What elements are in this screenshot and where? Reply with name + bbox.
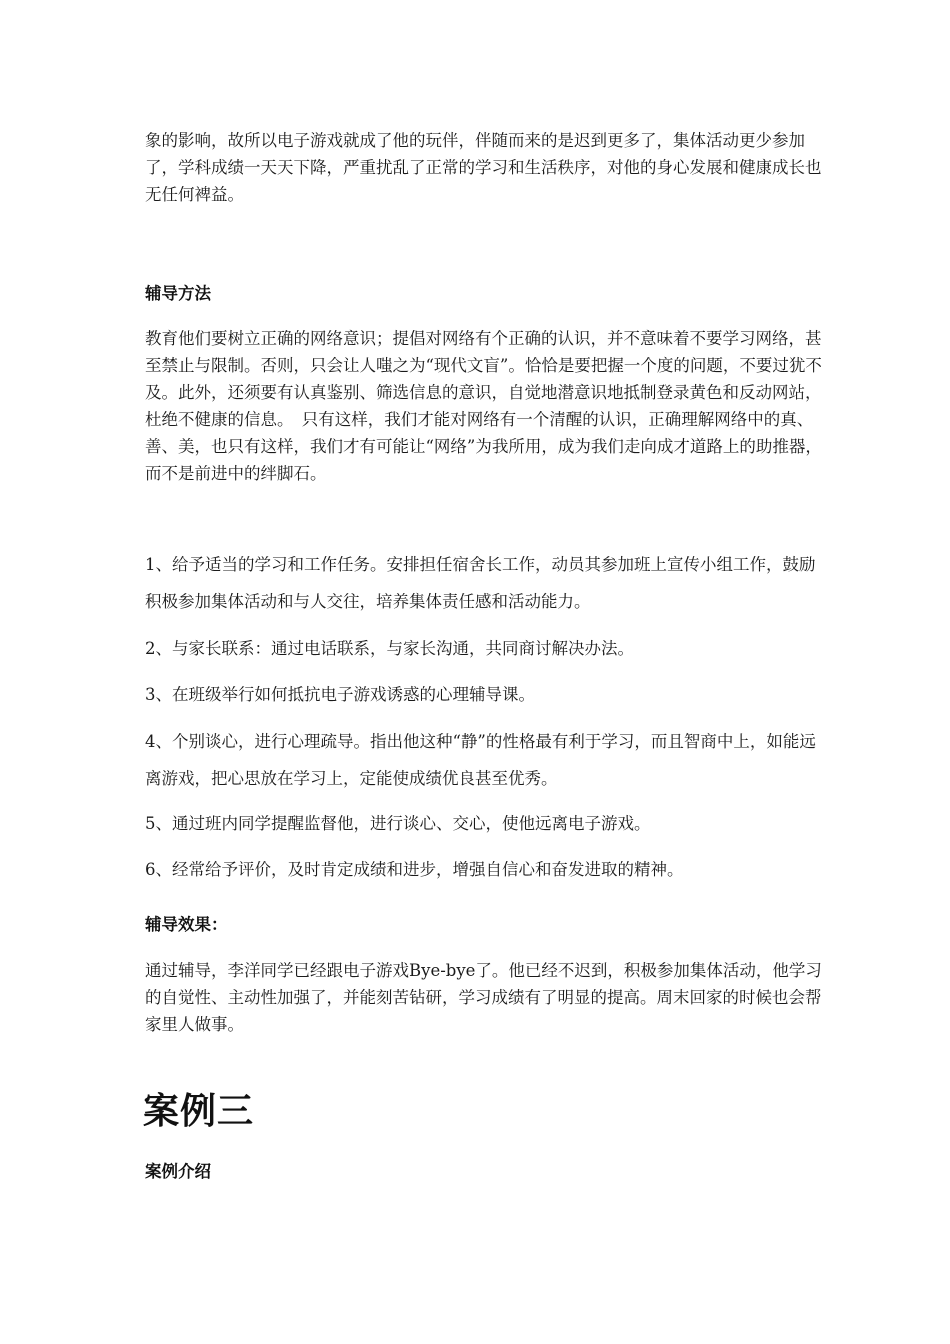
case-intro-heading: 案例介绍	[145, 1162, 211, 1181]
method-item-5: 5、通过班内同学提醒监督他，进行谈心、交心，使他远离电子游戏。	[145, 814, 651, 833]
method-item-2: 2、与家长联系：通过电话联系，与家长沟通，共同商讨解决办法。	[145, 639, 634, 658]
method-paragraph: 教育他们要树立正确的网络意识；提倡对网络有个正确的认识，并不意味着不要学习网络，甚至禁止与限制。否则，只会让人嗤之为“现代文盲”。恰恰是要把握一个度的问题，不要过犹不及。此外，还须要有认真鉴别、筛选信息的意识，自觉地潜意识地抵制登录黄色和反动网站，杜绝不健康的信息。 只有这样，我们才能对网络有一个清醒的认识，正确理解网络中的真、善、美，也只有这样，我们才有可能让“网络”为我所用，成为我们走向成才道路上的助推器，而不是前进中的绊脚石。	[145, 329, 822, 483]
intro-paragraph: 象的影响，故所以电子游戏就成了他的玩伴，伴随而来的是迟到更多了，集体活动更少参加了，学科成绩一天天下降，严重扰乱了正常的学习和生活秩序，对他的身心发展和健康成长也无任何裨益。	[145, 131, 822, 204]
method-item-6: 6、经常给予评价，及时肯定成绩和进步，增强自信心和奋发进取的精神。	[145, 860, 684, 879]
method-item-4: 4、个别谈心，进行心理疏导。指出他这种“静”的性格最有利于学习，而且智商中上，如能远离游戏，把心思放在学习上，定能使成绩优良甚至优秀。	[145, 732, 816, 788]
case-title: 案例三	[143, 1091, 255, 1132]
method-heading: 辅导方法	[145, 284, 211, 303]
effect-heading: 辅导效果：	[145, 915, 228, 934]
method-item-1: 1、给予适当的学习和工作任务。安排担任宿舍长工作，动员其参加班上宣传小组工作，鼓励积极参加集体活动和与人交往，培养集体责任感和活动能力。	[145, 555, 816, 611]
method-item-3: 3、在班级举行如何抵抗电子游戏诱惑的心理辅导课。	[145, 685, 535, 704]
effect-paragraph: 通过辅导，李洋同学已经跟电子游戏Bye-bye了。他已经不迟到，积极参加集体活动，他学习的自觉性、主动性加强了，并能刻苦钻研，学习成绩有了明显的提高。周末回家的时候也会帮家里人做事。	[145, 961, 822, 1034]
